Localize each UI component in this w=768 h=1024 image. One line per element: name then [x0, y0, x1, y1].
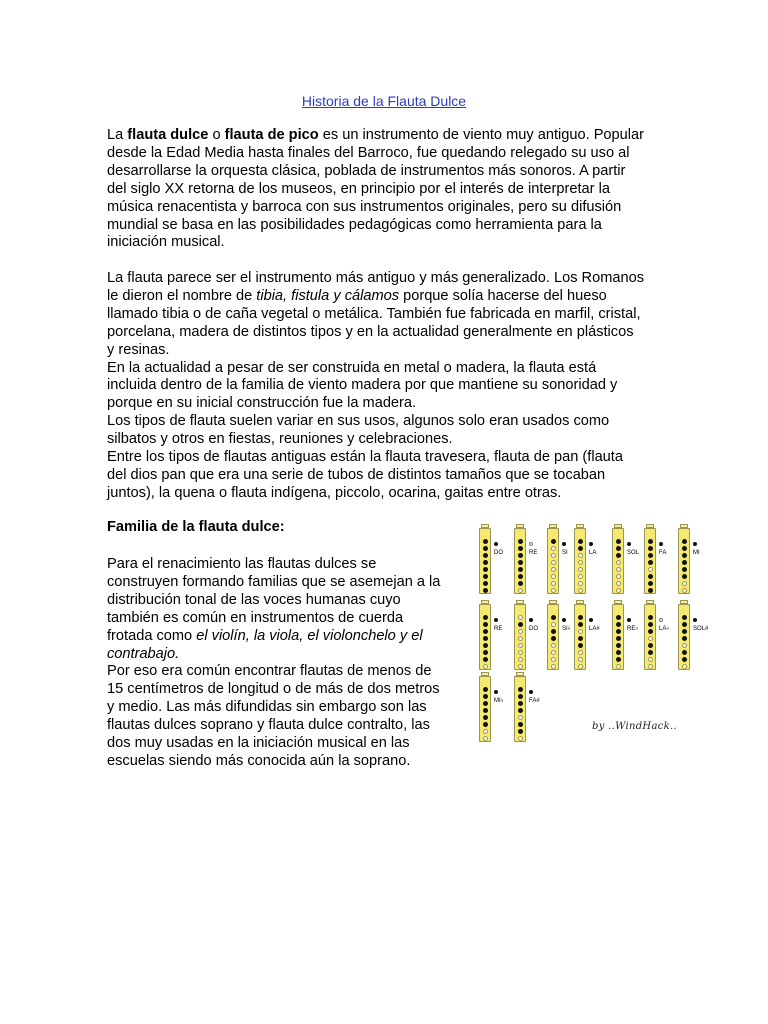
- open-hole-icon: [551, 553, 556, 558]
- open-hole-icon: [578, 588, 583, 593]
- text-line: [107, 395, 667, 413]
- note-label: LA: [589, 550, 597, 556]
- thumb-hole-icon: [693, 618, 697, 622]
- text-run: frotada como: [107, 627, 197, 644]
- closed-hole-icon: [518, 560, 523, 565]
- text-line: [107, 681, 459, 699]
- document-title[interactable]: Historia de la Flauta Dulce: [301, 93, 467, 109]
- closed-hole-icon: [648, 650, 653, 655]
- closed-hole-icon: [682, 650, 687, 655]
- open-hole-icon: [551, 650, 556, 655]
- open-hole-icon: [648, 657, 653, 662]
- closed-hole-icon: [648, 629, 653, 634]
- text-run: del siglo XX retorna de los museos, en principio por el interés de interpretar la: [107, 180, 610, 197]
- open-hole-icon: [483, 664, 488, 669]
- open-hole-icon: [616, 567, 621, 572]
- note-label: SOL: [627, 550, 640, 556]
- text-run: iniciación musical.: [107, 234, 225, 251]
- open-hole-icon: [483, 736, 488, 741]
- closed-hole-icon: [648, 588, 653, 593]
- open-hole-icon: [578, 664, 583, 669]
- text-run: Por eso era común encontrar flautas de menos de: [107, 663, 432, 680]
- text-run: porcelana, madera de distintos tipos y en la actualidad generalmente en plásticos: [107, 323, 634, 340]
- closed-hole-icon: [616, 539, 621, 544]
- thumb-hole-icon: [659, 542, 663, 546]
- thumb-hole-icon: [494, 618, 498, 622]
- recorder-mouthpiece: [646, 524, 654, 528]
- closed-hole-icon: [648, 581, 653, 586]
- text-run: silbatos y otros en fiestas, reuniones y celebraciones.: [107, 431, 453, 448]
- text-run: distribución tonal de las voces humanas cuyo: [107, 591, 401, 608]
- recorder-mouthpiece: [481, 524, 489, 528]
- closed-hole-icon: [616, 629, 621, 634]
- closed-hole-icon: [483, 581, 488, 586]
- section-heading-family: Familia de la flauta dulce:: [107, 519, 285, 535]
- text-line: [107, 306, 667, 324]
- text-run: y medio. Las más difundidas sin embargo son las: [107, 699, 427, 716]
- recorder-diagram: [547, 524, 568, 594]
- text-line: [107, 646, 459, 664]
- text-run: 15 centímetros de longitud o de más de dos metros: [107, 681, 440, 698]
- closed-hole-icon: [682, 553, 687, 558]
- recorder-mouthpiece: [646, 600, 654, 604]
- recorder-diagram: [514, 672, 540, 742]
- open-hole-icon: [518, 715, 523, 720]
- text-line: [107, 234, 667, 252]
- closed-hole-icon: [483, 722, 488, 727]
- closed-hole-icon: [483, 615, 488, 620]
- recorder-mouthpiece: [481, 672, 489, 676]
- closed-hole-icon: [578, 615, 583, 620]
- thumb-hole-icon: [627, 542, 631, 546]
- open-hole-icon: [551, 581, 556, 586]
- text-line: [107, 628, 459, 646]
- recorder-diagram: [678, 524, 700, 594]
- text-run: del dios pan que era una serie de tubos de distintos tamaños que se tocaban: [107, 466, 606, 483]
- closed-hole-icon: [648, 615, 653, 620]
- note-label: RE: [529, 550, 538, 556]
- open-hole-icon: [578, 574, 583, 579]
- thumb-hole-icon: [589, 542, 593, 546]
- closed-hole-icon: [518, 708, 523, 713]
- open-hole-icon: [682, 581, 687, 586]
- closed-hole-icon: [483, 715, 488, 720]
- recorder-fingering-chart: [474, 524, 710, 746]
- recorder-mouthpiece: [576, 600, 584, 604]
- closed-hole-icon: [648, 546, 653, 551]
- text-line: [107, 556, 459, 574]
- recorder-diagram: [644, 600, 670, 670]
- recorder-mouthpiece: [576, 524, 584, 528]
- closed-hole-icon: [551, 636, 556, 641]
- open-hole-icon: [682, 588, 687, 593]
- text-run: le dieron el nombre de: [107, 287, 257, 304]
- open-hole-icon: [518, 615, 523, 620]
- paragraph-intro: [107, 127, 667, 252]
- paragraph-history: [107, 270, 667, 503]
- text-run: es un instrumento de viento muy antiguo. Popular: [318, 127, 644, 143]
- closed-hole-icon: [483, 588, 488, 593]
- open-hole-icon: [616, 574, 621, 579]
- text-line: [107, 360, 667, 378]
- open-hole-icon: [616, 560, 621, 565]
- text-line: [107, 467, 667, 485]
- closed-hole-icon: [578, 636, 583, 641]
- open-hole-icon: [518, 636, 523, 641]
- recorder-diagram: [547, 600, 571, 670]
- closed-hole-icon: [682, 546, 687, 551]
- closed-hole-icon: [483, 539, 488, 544]
- closed-hole-icon: [616, 657, 621, 662]
- closed-hole-icon: [616, 546, 621, 551]
- closed-hole-icon: [518, 722, 523, 727]
- text-run: llamado tibia o de caña vegetal o metálica. También fue fabricada en marfil, cristal,: [107, 305, 641, 322]
- note-label: SOL#: [693, 626, 709, 632]
- text-line: [107, 663, 459, 681]
- open-hole-icon: [682, 664, 687, 669]
- text-run: o: [208, 127, 225, 143]
- text-run: dos muy usadas en la iniciación musical en las: [107, 735, 410, 752]
- thumb-hole-icon: [659, 618, 663, 622]
- closed-hole-icon: [518, 539, 523, 544]
- open-hole-icon: [578, 629, 583, 634]
- closed-hole-icon: [578, 643, 583, 648]
- closed-hole-icon: [518, 581, 523, 586]
- closed-hole-icon: [518, 694, 523, 699]
- text-line: [107, 181, 667, 199]
- closed-hole-icon: [483, 546, 488, 551]
- text-line: [107, 717, 459, 735]
- closed-hole-icon: [518, 729, 523, 734]
- open-hole-icon: [551, 622, 556, 627]
- closed-hole-icon: [682, 636, 687, 641]
- italic-text: el violín, la viola, el violonchelo y el: [196, 627, 423, 644]
- closed-hole-icon: [551, 615, 556, 620]
- closed-hole-icon: [518, 574, 523, 579]
- text-line: [107, 431, 667, 449]
- closed-hole-icon: [648, 553, 653, 558]
- open-hole-icon: [551, 657, 556, 662]
- text-run: mundial se basa en las posibilidades pedagógicas como herramienta para la: [107, 216, 602, 233]
- closed-hole-icon: [616, 650, 621, 655]
- recorder-mouthpiece: [549, 524, 557, 528]
- text-line: [107, 324, 667, 342]
- text-run: construyen formando familias que se asemejan a la: [107, 573, 441, 590]
- italic-text: tibia, fistula y cálamos: [256, 287, 400, 304]
- closed-hole-icon: [682, 574, 687, 579]
- recorder-diagram: [644, 524, 667, 594]
- text-line: [107, 377, 667, 395]
- open-hole-icon: [551, 664, 556, 669]
- closed-hole-icon: [648, 622, 653, 627]
- open-hole-icon: [518, 588, 523, 593]
- thumb-hole-icon: [627, 618, 631, 622]
- thumb-hole-icon: [529, 542, 533, 546]
- recorder-mouthpiece: [481, 600, 489, 604]
- closed-hole-icon: [551, 539, 556, 544]
- thumb-hole-icon: [494, 542, 498, 546]
- text-run: flautas dulces soprano y flauta dulce contralto, las: [107, 717, 430, 734]
- recorder-mouthpiece: [614, 524, 622, 528]
- recorder-diagram: [514, 600, 538, 670]
- note-label: LA♭: [659, 626, 670, 632]
- open-hole-icon: [648, 636, 653, 641]
- open-hole-icon: [578, 553, 583, 558]
- thumb-hole-icon: [562, 618, 566, 622]
- text-run: La flauta parece ser el instrumento más antiguo y más generalizado. Los Romanos: [107, 270, 645, 286]
- open-hole-icon: [483, 729, 488, 734]
- closed-hole-icon: [616, 622, 621, 627]
- closed-hole-icon: [483, 560, 488, 565]
- open-hole-icon: [578, 650, 583, 655]
- closed-hole-icon: [483, 701, 488, 706]
- closed-hole-icon: [616, 615, 621, 620]
- text-run: música renacentista y barroca con sus instrumentos originales, pero su difusión: [107, 198, 622, 215]
- text-line: [107, 217, 667, 235]
- note-label: SI♭: [562, 626, 571, 632]
- closed-hole-icon: [682, 567, 687, 572]
- closed-hole-icon: [648, 574, 653, 579]
- text-line: [107, 199, 667, 217]
- italic-text: contrabajo.: [107, 645, 180, 662]
- open-hole-icon: [578, 560, 583, 565]
- note-label: DO: [529, 626, 538, 632]
- open-hole-icon: [551, 560, 556, 565]
- recorder-mouthpiece: [549, 600, 557, 604]
- open-hole-icon: [578, 581, 583, 586]
- text-run: juntos), la quena o flauta indígena, piccolo, ocarina, gaitas entre otras.: [107, 484, 562, 501]
- text-line: [107, 342, 667, 360]
- open-hole-icon: [551, 567, 556, 572]
- closed-hole-icon: [648, 560, 653, 565]
- text-run: Entre los tipos de flautas antiguas están la flauta travesera, flauta de pan (flauta: [107, 449, 623, 466]
- note-label: FA#: [529, 698, 540, 704]
- recorder-diagram: [479, 600, 503, 670]
- closed-hole-icon: [518, 546, 523, 551]
- bold-text: flauta dulce: [127, 127, 209, 143]
- closed-hole-icon: [483, 629, 488, 634]
- text-line: [107, 127, 667, 145]
- closed-hole-icon: [483, 643, 488, 648]
- closed-hole-icon: [551, 629, 556, 634]
- text-line: [107, 413, 667, 431]
- closed-hole-icon: [682, 629, 687, 634]
- text-run: escuelas siendo más conocida aún la soprano.: [107, 752, 411, 769]
- open-hole-icon: [616, 664, 621, 669]
- open-hole-icon: [518, 657, 523, 662]
- open-hole-icon: [551, 643, 556, 648]
- closed-hole-icon: [578, 539, 583, 544]
- closed-hole-icon: [483, 694, 488, 699]
- closed-hole-icon: [682, 657, 687, 662]
- text-run: La: [107, 127, 128, 143]
- closed-hole-icon: [483, 650, 488, 655]
- open-hole-icon: [518, 629, 523, 634]
- recorder-diagram: [612, 524, 640, 594]
- open-hole-icon: [682, 643, 687, 648]
- closed-hole-icon: [682, 560, 687, 565]
- closed-hole-icon: [616, 636, 621, 641]
- thumb-hole-icon: [529, 618, 533, 622]
- text-line: [107, 610, 459, 628]
- closed-hole-icon: [483, 567, 488, 572]
- open-hole-icon: [648, 567, 653, 572]
- text-line: [107, 449, 667, 467]
- text-line: [107, 163, 667, 181]
- recorder-mouthpiece: [516, 672, 524, 676]
- note-label: MI: [693, 550, 700, 556]
- text-line: [107, 145, 667, 163]
- recorder-mouthpiece: [516, 524, 524, 528]
- note-label: FA: [659, 550, 667, 556]
- open-hole-icon: [518, 736, 523, 741]
- closed-hole-icon: [518, 687, 523, 692]
- text-run: Los tipos de flauta suelen variar en sus usos, algunos solo eran usados como: [107, 413, 610, 430]
- recorder-diagram: [678, 600, 709, 670]
- text-run: desarrollarse la orquesta clásica, poblada de instrumentos más sonoros. A partir: [107, 162, 626, 179]
- open-hole-icon: [551, 546, 556, 551]
- recorder-diagram: [574, 600, 600, 670]
- recorder-diagram: [612, 600, 639, 670]
- closed-hole-icon: [518, 567, 523, 572]
- closed-hole-icon: [483, 622, 488, 627]
- thumb-hole-icon: [529, 690, 533, 694]
- thumb-hole-icon: [494, 690, 498, 694]
- recorder-diagram: [574, 524, 597, 594]
- text-run: incluida dentro de la familia de viento madera por que mantiene su sonoridad y: [107, 377, 618, 394]
- text-run: también es común en instrumentos de cuerda: [107, 609, 404, 626]
- closed-hole-icon: [648, 643, 653, 648]
- open-hole-icon: [616, 581, 621, 586]
- text-run: y resinas.: [107, 341, 170, 358]
- text-run: porque en su inicial construcción fue la madera.: [107, 395, 417, 412]
- text-line: [107, 699, 459, 717]
- recorder-mouthpiece: [516, 600, 524, 604]
- note-label: LA#: [589, 626, 600, 632]
- text-run: En la actualidad a pesar de ser construida en metal o madera, la flauta está: [107, 359, 597, 376]
- text-line: [107, 753, 459, 771]
- thumb-hole-icon: [693, 542, 697, 546]
- closed-hole-icon: [648, 539, 653, 544]
- closed-hole-icon: [518, 701, 523, 706]
- text-line: [107, 270, 667, 288]
- open-hole-icon: [578, 567, 583, 572]
- closed-hole-icon: [483, 574, 488, 579]
- note-label: RE♭: [627, 626, 639, 632]
- closed-hole-icon: [483, 687, 488, 692]
- closed-hole-icon: [518, 553, 523, 558]
- recorder-mouthpiece: [680, 600, 688, 604]
- text-line: [107, 592, 459, 610]
- open-hole-icon: [518, 643, 523, 648]
- closed-hole-icon: [682, 539, 687, 544]
- text-run: porque solía hacerse del hueso: [399, 287, 607, 304]
- recorder-diagram: [514, 524, 538, 594]
- text-line: [107, 288, 667, 306]
- recorder-diagram: [479, 524, 503, 594]
- closed-hole-icon: [483, 708, 488, 713]
- text-run: desde la Edad Media hasta finales del Barroco, fue quedando relegado su uso al: [107, 144, 630, 161]
- thumb-hole-icon: [562, 542, 566, 546]
- text-run: Para el renacimiento las flautas dulces se: [107, 556, 377, 572]
- open-hole-icon: [578, 657, 583, 662]
- paragraph-family: [107, 556, 459, 771]
- text-line: [107, 574, 459, 592]
- bold-text: flauta de pico: [224, 127, 319, 143]
- closed-hole-icon: [483, 657, 488, 662]
- closed-hole-icon: [518, 622, 523, 627]
- open-hole-icon: [616, 588, 621, 593]
- open-hole-icon: [648, 664, 653, 669]
- open-hole-icon: [518, 664, 523, 669]
- closed-hole-icon: [578, 546, 583, 551]
- open-hole-icon: [551, 588, 556, 593]
- note-label: RE: [494, 626, 503, 632]
- note-label: SI: [562, 550, 568, 556]
- text-line: [107, 735, 459, 753]
- closed-hole-icon: [682, 622, 687, 627]
- open-hole-icon: [551, 574, 556, 579]
- chart-signature: by ..WindHack..: [592, 721, 677, 732]
- recorder-mouthpiece: [614, 600, 622, 604]
- text-line: [107, 485, 667, 503]
- thumb-hole-icon: [589, 618, 593, 622]
- note-label: DO: [494, 550, 503, 556]
- recorder-diagram: [479, 672, 504, 742]
- closed-hole-icon: [616, 553, 621, 558]
- note-label: MI♭: [494, 698, 504, 704]
- closed-hole-icon: [578, 622, 583, 627]
- open-hole-icon: [518, 650, 523, 655]
- closed-hole-icon: [682, 615, 687, 620]
- recorder-mouthpiece: [680, 524, 688, 528]
- closed-hole-icon: [483, 636, 488, 641]
- closed-hole-icon: [483, 553, 488, 558]
- closed-hole-icon: [616, 643, 621, 648]
